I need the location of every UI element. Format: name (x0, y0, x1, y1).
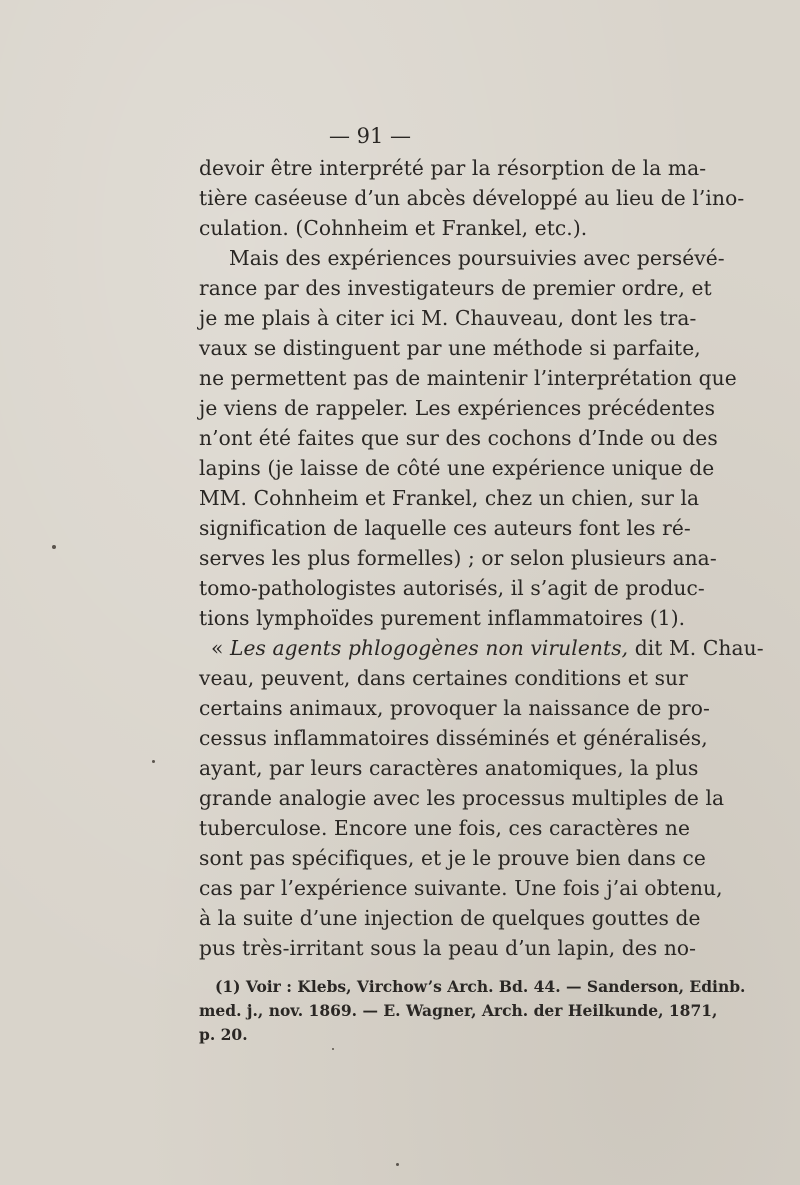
text-line: tions lymphoïdes purement inflammatoires (1). (199, 606, 686, 630)
quote-first-line (211, 633, 764, 663)
text-line: lapins (je laisse de côté une expérience unique de (199, 456, 715, 480)
text-line: ne permettent pas de maintenir l’interprétation que (199, 366, 737, 390)
footnote-line: med. j., nov. 1869. — E. Wagner, Arch. der Heilkunde, 1871, (199, 1001, 718, 1020)
text-line: tomo-pathologistes autorisés, il s’agit de produc- (199, 576, 705, 600)
text-line: serves les plus formelles) ; or selon plusieurs ana- (199, 546, 717, 570)
footnote-line: p. 20. (199, 1025, 248, 1044)
text-line: cessus inflammatoires disséminés et généralisés, (199, 726, 708, 750)
text-line: veau, peuvent, dans certaines conditions et sur (199, 666, 688, 690)
footnote-line: (1) Voir : Klebs, Virchow’s Arch. Bd. 44. — Sanderson, Edinb. (215, 977, 746, 996)
text-line: je me plais à citer ici M. Chauveau, dont les tra- (199, 306, 697, 330)
text-line: MM. Cohnheim et Frankel, chez un chien, sur la (199, 486, 700, 510)
text-line: cas par l’expérience suivante. Une fois j’ai obtenu, (199, 876, 723, 900)
text-line: devoir être interprété par la résorption de la ma- (199, 156, 707, 180)
text-line: signification de laquelle ces auteurs font les ré- (199, 516, 691, 540)
text-line: Mais des expériences poursuivies avec persévé- (229, 246, 725, 270)
quote-italic-phrase: Les agents phlogogènes non virulents, (229, 636, 629, 660)
text-line: grande analogie avec les processus multiples de la (199, 786, 725, 810)
text-line: à la suite d’une injection de quelques gouttes de (199, 906, 701, 930)
text-line: pus très-irritant sous la peau d’un lapin, des no- (199, 936, 697, 960)
text-line: sont pas spécifiques, et je le prouve bien dans ce (199, 846, 706, 870)
paper-speck (152, 760, 155, 763)
paper-speck (52, 545, 56, 549)
text-line: n’ont été faites que sur des cochons d’Inde ou des (199, 426, 718, 450)
text-line: certains animaux, provoquer la naissance de pro- (199, 696, 710, 720)
text-line: ayant, par leurs caractères anatomiques, la plus (199, 756, 699, 780)
text-line: tière caséeuse d’un abcès développé au lieu de l’ino- (199, 186, 745, 210)
quote-open-mark: « (211, 636, 230, 660)
text-line: rance par des investigateurs de premier ordre, et (199, 276, 712, 300)
paper-speck (332, 1048, 334, 1050)
quote-attribution: dit M. Chau- (628, 636, 764, 660)
page-number: — 91 — (328, 124, 412, 148)
text-line: tuberculose. Encore une fois, ces caractères ne (199, 816, 690, 840)
text-line: culation. (Cohnheim et Frankel, etc.). (199, 216, 588, 240)
text-line: vaux se distinguent par une méthode si parfaite, (199, 336, 701, 360)
paper-speck (396, 1163, 399, 1166)
text-line: je viens de rappeler. Les expériences précédentes (199, 396, 716, 420)
